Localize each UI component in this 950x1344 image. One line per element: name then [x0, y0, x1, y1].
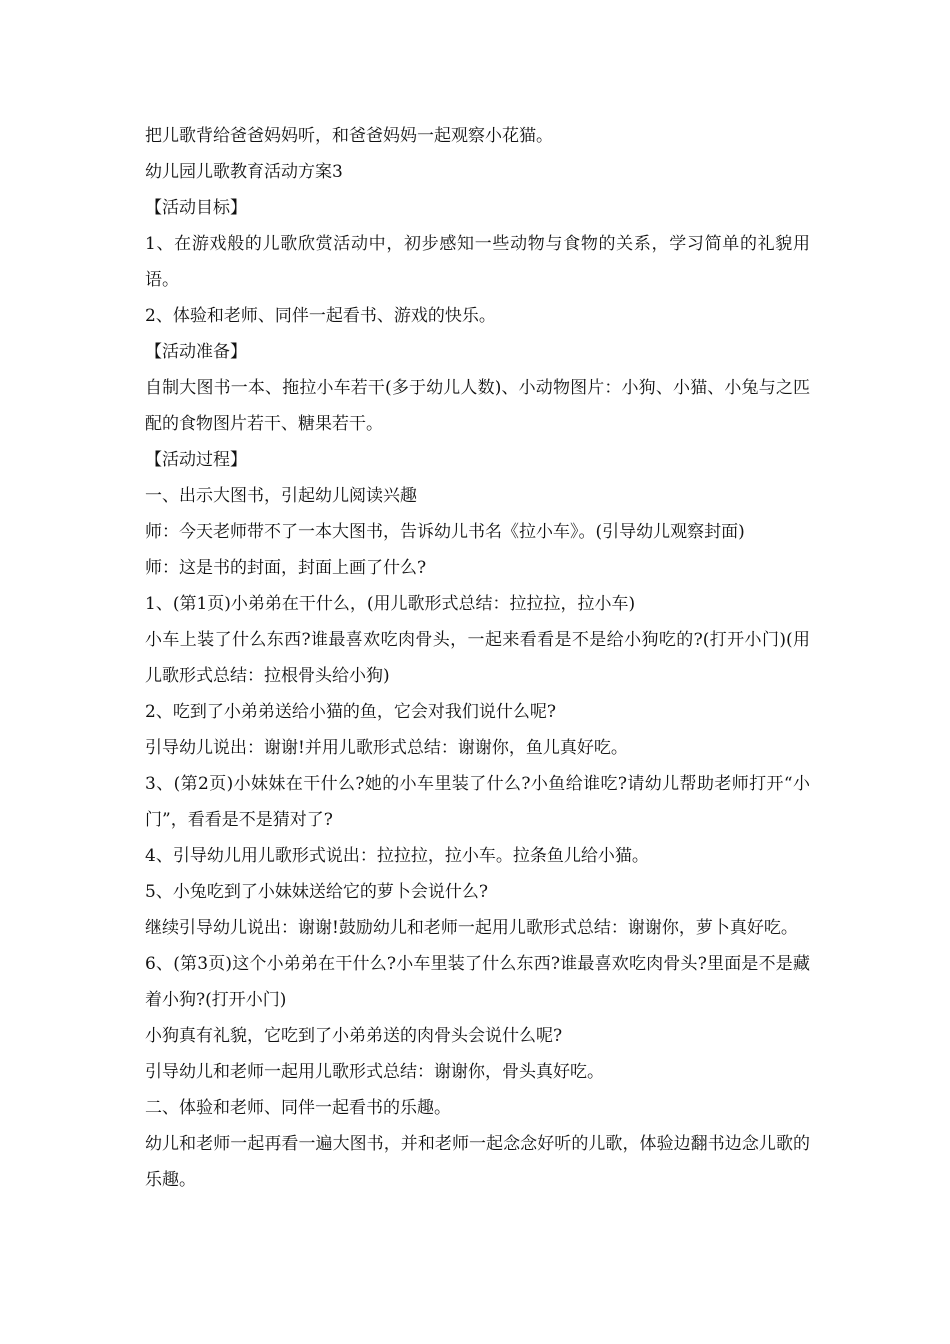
paragraph: 2、体验和老师、同伴一起看书、游戏的快乐。 [145, 306, 496, 326]
section-heading-preparation: 【活动准备】 [145, 342, 247, 362]
document-page [145, 118, 810, 1198]
paragraph: 小车上装了什么东西?谁最喜欢吃肉骨头，一起来看看是不是给小狗吃的?(打开小门)(用儿歌形式总结：拉根骨头给小狗) [145, 630, 810, 686]
paragraph: 1、(第1页)小弟弟在干什么，(用儿歌形式总结：拉拉拉，拉小车) [145, 594, 636, 614]
paragraph: 小狗真有礼貌，它吃到了小弟弟送的肉骨头会说什么呢? [145, 1026, 563, 1046]
paragraph: 3、(第2页)小妹妹在干什么?她的小车里装了什么?小鱼给谁吃?请幼儿帮助老师打开“小门”，看看是不是猜对了? [145, 774, 810, 830]
paragraph: 5、小兔吃到了小妹妹送给它的萝卜会说什么? [145, 882, 488, 902]
section-heading-process: 【活动过程】 [145, 450, 247, 470]
paragraph: 引导幼儿说出：谢谢!并用儿歌形式总结：谢谢你，鱼儿真好吃。 [145, 738, 628, 758]
section-heading-goals: 【活动目标】 [145, 198, 247, 218]
paragraph: 师：这是书的封面，封面上画了什么? [145, 558, 427, 578]
paragraph: 6、(第3页)这个小弟弟在干什么?小车里装了什么东西?谁最喜欢吃肉骨头?里面是不是藏着小狗?(打开小门) [145, 954, 810, 1010]
paragraph: 引导幼儿和老师一起用儿歌形式总结：谢谢你，骨头真好吃。 [145, 1062, 604, 1082]
paragraph: 把儿歌背给爸爸妈妈听，和爸爸妈妈一起观察小花猫。 [145, 126, 553, 146]
paragraph: 2、吃到了小弟弟送给小猫的鱼，它会对我们说什么呢? [145, 702, 556, 722]
paragraph: 一、出示大图书，引起幼儿阅读兴趣 [145, 486, 417, 506]
paragraph: 二、体验和老师、同伴一起看书的乐趣。 [145, 1098, 451, 1118]
paragraph: 幼儿和老师一起再看一遍大图书，并和老师一起念念好听的儿歌，体验边翻书边念儿歌的乐趣。 [145, 1134, 810, 1190]
paragraph: 自制大图书一本、拖拉小车若干(多于幼儿人数)、小动物图片：小狗、小猫、小兔与之匹配的食物图片若干、糖果若干。 [145, 378, 810, 434]
section-title: 幼儿园儿歌教育活动方案3 [145, 162, 343, 182]
paragraph: 1、在游戏般的儿歌欣赏活动中，初步感知一些动物与食物的关系，学习简单的礼貌用语。 [145, 234, 810, 290]
paragraph: 师：今天老师带不了一本大图书，告诉幼儿书名《拉小车》。(引导幼儿观察封面) [145, 522, 745, 542]
paragraph: 继续引导幼儿说出：谢谢!鼓励幼儿和老师一起用儿歌形式总结：谢谢你，萝卜真好吃。 [145, 918, 798, 938]
paragraph: 4、引导幼儿用儿歌形式说出：拉拉拉，拉小车。拉条鱼儿给小猫。 [145, 846, 649, 866]
